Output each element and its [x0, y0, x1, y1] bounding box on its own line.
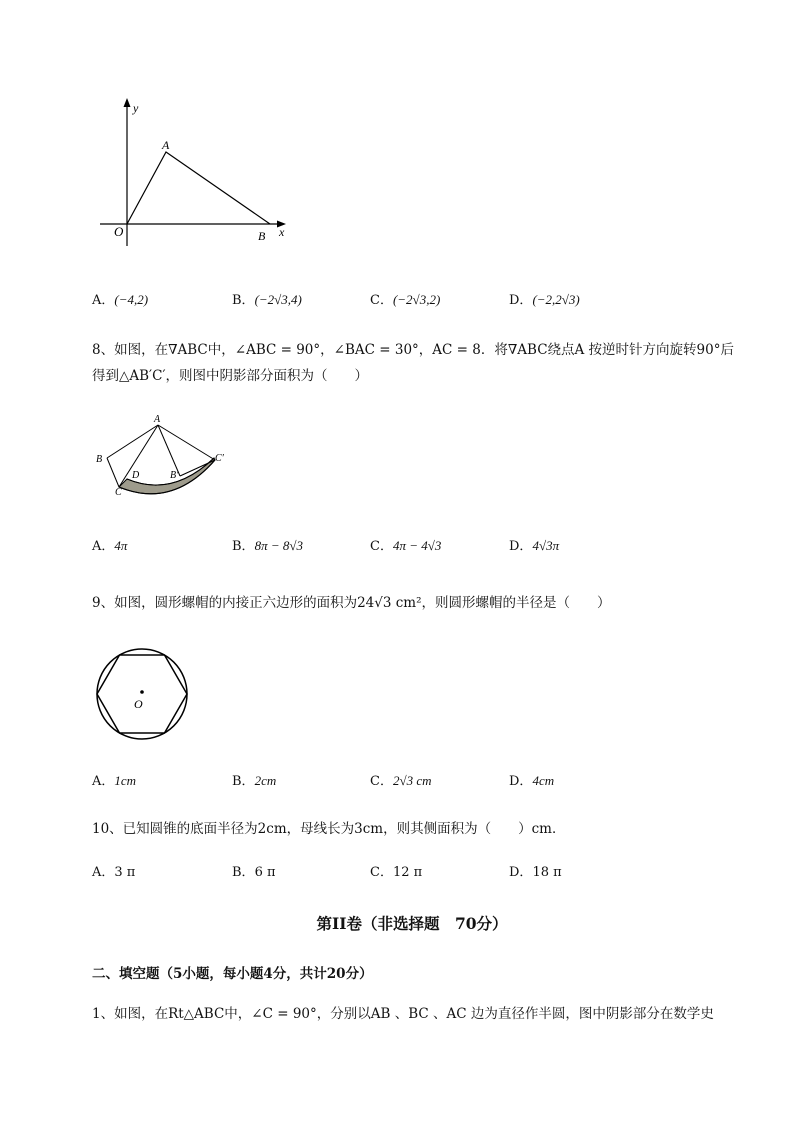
q8-option-b[interactable]	[232, 537, 303, 556]
option-letter: B．	[232, 774, 255, 789]
q10-option-c[interactable]	[370, 864, 422, 882]
option-letter: C．	[370, 774, 393, 789]
label-x: x	[279, 225, 285, 239]
option-value: 2cm	[254, 773, 277, 788]
option-letter: A．	[92, 539, 115, 554]
label-b: B	[258, 229, 266, 243]
q10-option-d[interactable]	[509, 864, 562, 882]
label-d: D	[132, 470, 140, 481]
option-value: (−2,2√3)	[532, 292, 580, 307]
q10-option-b[interactable]	[232, 864, 276, 882]
triangle-oab	[127, 152, 270, 224]
label-a: A	[154, 414, 161, 425]
option-value: 4π − 4√3	[392, 538, 442, 553]
option-letter: B．	[232, 539, 255, 554]
option-letter: D．	[509, 865, 533, 880]
option-value: 4√3π	[532, 538, 560, 553]
option-letter: B．	[232, 293, 255, 308]
q8-question-line1: 8、如图，在∇ABC中，∠ABC = 90°，∠BAC = 30°，AC = 8．将∇ABC绕点A 按逆时针方向旋转90°后	[92, 342, 734, 358]
option-value: 4cm	[532, 773, 555, 788]
q8-rotation-figure	[94, 412, 234, 504]
segment-ab	[107, 425, 158, 458]
q9-option-b[interactable]	[232, 772, 276, 791]
option-value: 1cm	[114, 773, 137, 788]
segment-ab-prime	[158, 425, 180, 476]
option-value: 6 π	[254, 865, 276, 880]
inscribed-hexagon	[97, 655, 187, 733]
q9-question-line1: 9、如图，圆形螺帽的内接正六边形的面积为24√3 cm²，则圆形螺帽的半径是（ ）	[92, 595, 611, 611]
q8-question-line2: 得到△AB′C′，则图中阴影部分面积为（ ）	[92, 368, 369, 384]
option-letter: A．	[92, 865, 115, 880]
segment-bc	[107, 458, 119, 487]
q7-option-a[interactable]	[92, 291, 148, 310]
option-letter: D．	[509, 774, 533, 789]
q10-option-a[interactable]	[92, 864, 135, 882]
label-a: A	[162, 138, 170, 152]
option-value: (−4,2)	[114, 292, 149, 307]
label-c: C	[115, 487, 122, 498]
label-o: O	[114, 224, 124, 239]
option-letter: B．	[232, 865, 255, 880]
option-value: (−2√3,4)	[254, 292, 302, 307]
q10-question-line1: 10、已知圆锥的底面半径为2cm，母线长为3cm，则其侧面积为（ ）cm．	[92, 821, 566, 837]
option-value: 4π	[114, 538, 128, 553]
option-value: 8π − 8√3	[254, 538, 303, 553]
q7-option-d[interactable]	[509, 291, 580, 310]
option-value: 3 π	[114, 865, 136, 880]
label-b-prime: B′	[170, 470, 179, 481]
outer-circle	[97, 649, 187, 739]
q8-option-a[interactable]	[92, 537, 127, 556]
option-letter: A．	[92, 774, 115, 789]
fill-q1-line1: 1、如图，在Rt△ABC中，∠C = 90°，分别以AB 、BC 、AC 边为直径作半圆，图中阴影部分在数学史	[92, 1006, 714, 1022]
q9-option-a[interactable]	[92, 772, 136, 791]
q7-coordinate-figure	[96, 96, 296, 246]
label-b: B	[96, 454, 103, 465]
segment-ac-prime	[158, 425, 215, 460]
center-point	[140, 690, 144, 694]
q7-option-c[interactable]	[370, 291, 440, 310]
y-axis-arrow	[124, 98, 131, 107]
option-value: 18 π	[532, 865, 562, 880]
q8-option-d[interactable]	[509, 537, 559, 556]
option-letter: C．	[370, 865, 393, 880]
q9-hexagon-circle-figure	[94, 646, 190, 742]
q9-option-c[interactable]	[370, 772, 432, 791]
option-letter: C．	[370, 293, 393, 308]
option-value: 2√3 cm	[392, 773, 432, 788]
q7-option-b[interactable]	[232, 291, 302, 310]
option-value: 12 π	[392, 865, 423, 880]
option-letter: D．	[509, 539, 533, 554]
label-c-prime: C′	[215, 453, 224, 464]
option-letter: A．	[92, 293, 115, 308]
option-letter: D．	[509, 293, 533, 308]
q8-option-c[interactable]	[370, 537, 441, 556]
part2-title: 第II卷（非选择题 70分）	[316, 914, 508, 933]
label-y: y	[133, 101, 139, 115]
label-o: O	[134, 697, 143, 711]
q9-option-d[interactable]	[509, 772, 554, 791]
option-value: (−2√3,2)	[392, 292, 441, 307]
option-letter: C．	[370, 539, 393, 554]
section2-title: 二、填空题（5小题，每小题4分，共计20分）	[92, 966, 373, 982]
